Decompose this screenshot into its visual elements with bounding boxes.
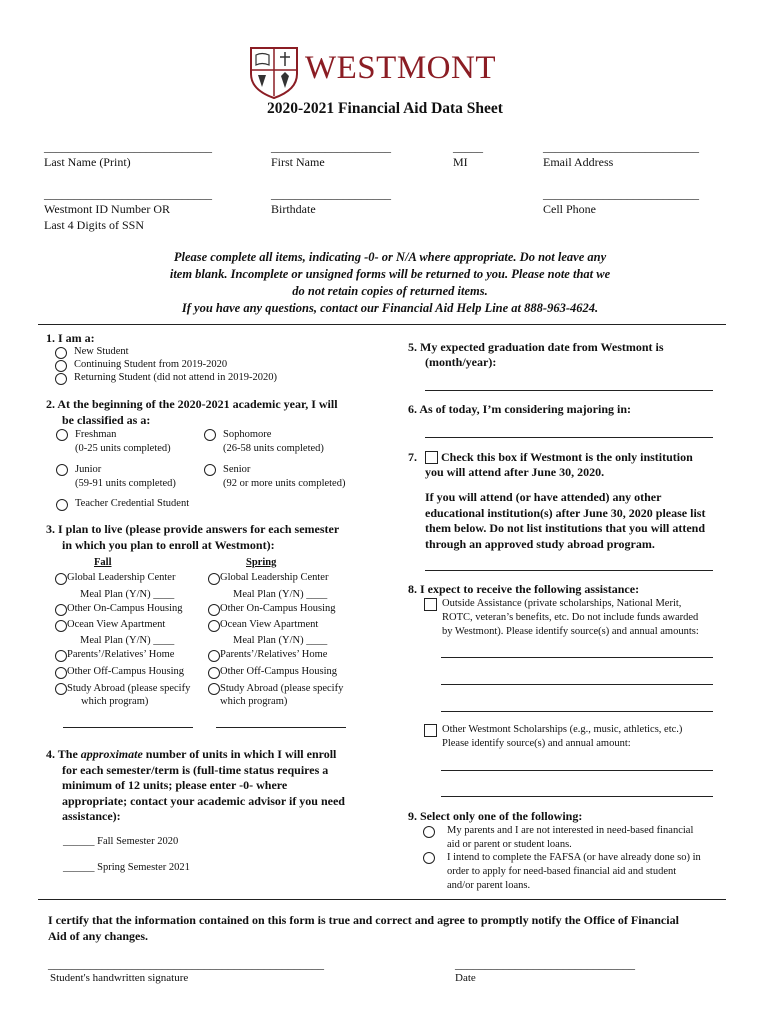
spring-radio-other-on[interactable] [208,604,220,616]
q1-label: 1. I am a: [46,331,95,345]
signature-line[interactable]: ______________________________________________ [48,957,324,971]
q2-senior-label: Senior [223,464,251,475]
spring-global: Global Leadership Center [220,572,329,583]
q4-label-line-3: minimum of 12 units; please enter -0- where [62,778,288,792]
q2-sophomore [223,428,324,456]
spring-radio-other-off[interactable] [208,667,220,679]
q2-freshman [75,428,171,456]
q8-outside-line-3: by Westmont). Please identify source(s) and annual amounts: [442,626,699,637]
q2-radio-senior[interactable] [204,464,216,476]
spring-abroad-blank[interactable] [216,727,346,728]
q4-label-line-2: for each semester/term is (full-time status requires a [62,762,329,777]
fall-other-off: Other Off-Campus Housing [67,666,185,677]
signature-label: Student's handwritten signature [50,972,189,984]
label-email: Email Address [543,155,614,169]
fall-ocean: Ocean View Apartment [67,619,166,630]
q2-freshman-sub: (0-25 units completed) [75,443,171,454]
q1-radio-returning[interactable] [55,373,67,385]
q8-westmont-blank-1[interactable] [441,770,713,771]
blank-id[interactable]: ____________________________ [44,187,212,201]
q1-radio-new[interactable] [55,347,67,359]
q8-label: 8. I expect to receive the following assistance: [408,582,640,596]
q8-outside-checkbox[interactable] [424,598,437,611]
spring-other-off: Other Off-Campus Housing [220,666,338,677]
q5-label-line-1: 5. My expected graduation date from Westmont is [408,340,664,354]
q4-label-line-5: assistance): [62,809,121,823]
q2-senior-sub: (92 or more units completed) [223,478,346,489]
q2-junior [75,463,176,491]
spring-radio-parents[interactable] [208,650,220,662]
q8-westmont-checkbox[interactable] [424,724,437,737]
q7-number: 7. [408,450,417,464]
certify-line-1: I certify that the information contained on this form is true and correct and agree to promptly notify the Office of Financial [48,913,679,927]
q2-teacher: Teacher Credential Student [75,498,190,509]
q8-westmont-line-1: Other Westmont Scholarships (e.g., music, athletics, etc.) [442,724,683,735]
q4-emphasis: approximate [80,747,143,761]
q2-radio-sophomore[interactable] [204,429,216,441]
instructions [110,249,670,317]
q7-paragraph-line-2: educational institution(s) after June 30, 2020 please list [425,505,706,520]
q9-option-a-line-2: aid or parent or student loans. [447,839,572,850]
fall-radio-other-off[interactable] [55,667,67,679]
q4-label [46,747,345,825]
q4-label-line-4: appropriate; contact your academic advisor if you need [62,793,345,808]
fall-radio-global[interactable] [55,573,67,585]
q7-paragraph-line-1: If you will attend (or have attended) any other [425,490,662,504]
label-cell: Cell Phone [543,202,596,216]
q1-option-new: New Student [74,346,129,357]
fall-meal-2[interactable]: Meal Plan (Y/N) ____ [80,635,175,646]
label-last-name: Last Name (Print) [44,155,131,169]
label-id-1: Westmont ID Number OR [44,202,171,216]
instructions-line-3: do not retain copies of returned items. [292,284,488,298]
spring-abroad-line-2: which program) [220,696,288,707]
certify-text [48,912,679,944]
spring-meal-1[interactable]: Meal Plan (Y/N) ____ [233,589,328,600]
q9-option-a-line-1: My parents and I are not interested in need-based financial [447,825,694,836]
fall-radio-other-on[interactable] [55,604,67,616]
spring-abroad-line-1: Study Abroad (please specify [220,683,344,694]
spring-radio-global[interactable] [208,573,220,585]
instructions-line-1: Please complete all items, indicating -0- or N/A where appropriate. Do not leave any [173,250,607,264]
q3-label [46,521,339,553]
q4-fall[interactable]: ______ Fall Semester 2020 [63,836,179,847]
spring-other-on: Other On-Campus Housing [220,603,336,614]
blank-mi[interactable]: _____ [453,140,483,154]
blank-last-name[interactable]: ____________________________ [44,140,212,154]
q1-radio-continuing[interactable] [55,360,67,372]
q2-radio-junior[interactable] [56,464,68,476]
spring-radio-abroad[interactable] [208,683,220,695]
q2-radio-teacher[interactable] [56,499,68,511]
spring-parents: Parents’/Relatives’ Home [220,649,328,660]
q5-blank[interactable] [425,390,713,391]
blank-birthdate[interactable]: ____________________ [271,187,391,201]
logo-text: WESTMONT [305,50,496,86]
certify-line-2: Aid of any changes. [48,929,149,943]
q3-label-line-1: 3. I plan to live (please provide answers for each semester [46,522,340,536]
q8-westmont-blank-2[interactable] [441,796,713,797]
blank-cell[interactable]: __________________________ [543,187,699,201]
q5-label-line-2: (month/year): [425,355,497,369]
instructions-line-4: If you have any questions, contact our Financial Aid Help Line at 888-963-4624. [181,301,599,315]
page-title: 2020-2021 Financial Aid Data Sheet [267,100,503,117]
date-label: Date [455,972,476,984]
q8-outside-blank-2[interactable] [441,684,713,685]
date-line[interactable]: ______________________________ [455,957,635,971]
fall-radio-ocean[interactable] [55,620,67,632]
q8-outside-line-2: ROTC, veteran’s benefits, etc. Do not include funds awarded [442,612,699,623]
q9-radio-fafsa[interactable] [423,852,435,864]
q3-spring-header: Spring [246,557,277,568]
spring-abroad [220,682,343,708]
q7-paragraph-line-4: through an approved study abroad program. [425,536,655,551]
q2-junior-label: Junior [75,464,102,475]
q2-sophomore-sub: (26-58 units completed) [223,443,324,454]
fall-other-on: Other On-Campus Housing [67,603,183,614]
fall-abroad-line-1: Study Abroad (please specify [67,683,191,694]
fall-parents: Parents’/Relatives’ Home [67,649,175,660]
q9-option-b-line-3: and/or parent loans. [447,880,531,891]
q9-option-a [447,824,693,852]
divider-bottom [38,899,726,900]
q8-outside-line-1: Outside Assistance (private scholarships, National Merit, [442,598,682,609]
q1-option-continuing: Continuing Student from 2019-2020 [74,359,228,370]
q4-suffix: number of units in which I will enroll [142,747,337,761]
fall-radio-abroad[interactable] [55,683,67,695]
q1-option-returning: Returning Student (did not attend in 2019-2020) [74,372,277,383]
q8-westmont-line-2: Please identify source(s) and annual amount: [442,738,631,749]
spring-radio-ocean[interactable] [208,620,220,632]
q2-senior [223,463,345,491]
q8-outside-blank-3[interactable] [441,711,713,712]
q2-freshman-label: Freshman [75,429,117,440]
q2-label-line-1: 2. At the beginning of the 2020-2021 academic year, I will [46,397,338,411]
blank-first-name[interactable]: ____________________ [271,140,391,154]
q3-fall-header: Fall [94,557,112,568]
q9-option-b-line-2: order to apply for need-based financial aid and student [447,866,677,877]
q2-radio-freshman[interactable] [56,429,68,441]
fall-meal-1[interactable]: Meal Plan (Y/N) ____ [80,589,175,600]
q2-junior-sub: (59-91 units completed) [75,478,176,489]
fall-global: Global Leadership Center [67,572,176,583]
q4-prefix: 4. The [46,747,81,761]
q9-option-b-line-1: I intend to complete the FAFSA (or have already done so) in [447,852,701,863]
q7-line-2: you will attend after June 30, 2020. [425,465,605,479]
spring-ocean: Ocean View Apartment [220,619,319,630]
fall-abroad [67,682,190,708]
blank-email[interactable]: __________________________ [543,140,699,154]
q7-paragraph-line-3: them below. Do not list institutions that you will attend [425,521,706,535]
spring-meal-2[interactable]: Meal Plan (Y/N) ____ [233,635,328,646]
q6-label: 6. As of today, I’m considering majoring in: [408,402,632,416]
q9-option-b [447,851,701,893]
q9-label: 9. Select only one of the following: [408,809,583,823]
instructions-line-2: item blank. Incomplete or unsigned forms will be returned to you. Please note that we [169,267,611,281]
fall-abroad-blank[interactable] [63,727,193,728]
q2-label-line-2: be classified as a: [62,413,151,427]
label-birthdate: Birthdate [271,202,316,216]
q8-outside [442,597,699,639]
q9-radio-not-interested[interactable] [423,826,435,838]
label-id-2: Last 4 Digits of SSN [44,218,145,232]
q8-westmont [442,723,682,751]
q8-outside-blank-1[interactable] [441,657,713,658]
shield-logo-icon [247,44,301,100]
q7-paragraph [425,490,705,552]
q7-blank[interactable] [425,570,713,571]
divider-top [38,324,726,325]
label-mi: MI [453,155,468,169]
q2-sophomore-label: Sophomore [223,429,272,440]
logo [247,44,527,100]
q4-spring[interactable]: ______ Spring Semester 2021 [63,862,190,873]
fall-radio-parents[interactable] [55,650,67,662]
q4-label-line-1 [46,747,345,763]
q7-checkbox[interactable] [425,451,438,464]
q5-label [408,340,664,370]
label-first-name: First Name [271,155,325,169]
q7-line-1: Check this box if Westmont is the only institution [441,450,693,464]
q3-label-line-2: in which you plan to enroll at Westmont): [62,538,275,552]
q2-label [46,396,338,428]
q6-blank[interactable] [425,437,713,438]
fall-abroad-line-2: which program) [81,696,149,707]
